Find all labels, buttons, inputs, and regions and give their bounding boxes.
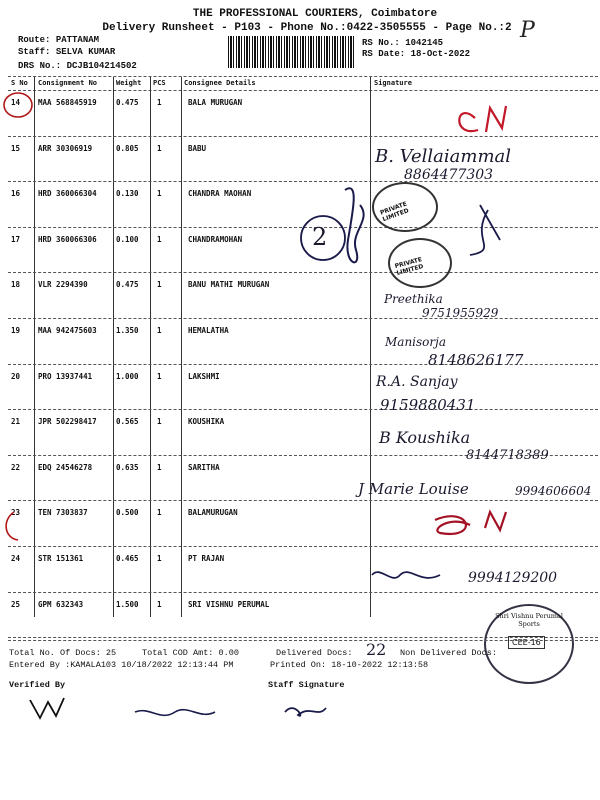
row-consignee: BABU xyxy=(188,143,207,153)
signature-row23 xyxy=(435,512,506,534)
rs-no-value: 1042145 xyxy=(405,38,444,48)
row-pcs: 1 xyxy=(157,234,162,244)
row-pcs: 1 xyxy=(157,326,162,335)
row-weight: 1.000 xyxy=(116,371,139,381)
row-sno: 16 xyxy=(11,189,21,199)
row-pcs: 1 xyxy=(157,371,162,381)
verified-signature xyxy=(30,698,64,718)
row22-signature: J Marie Louise xyxy=(358,480,469,498)
row-consignee: KOUSHIKA xyxy=(188,417,225,427)
row-pcs: 1 xyxy=(157,417,162,427)
row-weight: 0.475 xyxy=(116,98,139,107)
circle-mark-row14 xyxy=(4,93,32,117)
row-consignment-no: VLR 2294390 xyxy=(38,280,88,290)
row-consignee: LAKSHMI xyxy=(188,371,220,381)
staff-signature-label: Staff Signature xyxy=(268,680,345,690)
row15-signature-name: B. Vellaiammal xyxy=(375,146,512,167)
row18-signature-name: Preethika xyxy=(384,292,443,306)
staff-label: Staff: xyxy=(18,47,51,57)
row-consignment-no: GPM 632343 xyxy=(38,599,84,609)
footer-rule xyxy=(8,640,598,641)
col-consignment: Consignment No xyxy=(38,79,98,87)
col-sno: S No xyxy=(11,79,28,87)
row-weight: 0.100 xyxy=(116,234,139,244)
row-weight: 0.500 xyxy=(116,508,139,518)
drs-value: DCJB104214502 xyxy=(66,61,137,71)
company-stamp-1 xyxy=(372,182,438,232)
stamp-1-text: PRIVATE LIMITED xyxy=(379,200,410,224)
row15-signature-phone: 8864477303 xyxy=(404,167,494,183)
row-consignee: SRI VISHNU PERUMAL xyxy=(188,599,270,609)
printed-on: Printed On: 18-10-2022 12:13:58 xyxy=(270,660,429,670)
row-consignment-no: JPR 502298417 xyxy=(38,417,97,427)
row-pcs: 1 xyxy=(157,98,162,107)
delivered-docs-value: 22 xyxy=(366,640,387,659)
row-pcs: 1 xyxy=(157,554,162,563)
col-consignee: Consignee Details xyxy=(184,79,256,87)
shop-stamp-name: Shri Vishnu Perumal Sports xyxy=(495,612,563,628)
shop-stamp xyxy=(484,604,574,684)
row-sno: 24 xyxy=(11,554,21,563)
row-consignment-no: HRD 360066306 xyxy=(38,234,97,244)
col-weight: Weight xyxy=(116,79,142,87)
row19-signature-name: Manisorja xyxy=(385,335,447,349)
row-weight: 0.130 xyxy=(116,189,139,199)
row-sno: 18 xyxy=(11,280,21,290)
row-weight: 0.805 xyxy=(116,143,139,153)
rs-date-label: RS Date: xyxy=(362,49,406,59)
row-consignee: BALAMURUGAN xyxy=(188,508,238,518)
row-consignee: CHANDRA MAOHAN xyxy=(188,189,252,199)
row-pcs: 1 xyxy=(157,599,162,609)
row20-signature-name: R.A. Sanjay xyxy=(376,374,458,390)
row-consignee: SARITHA xyxy=(188,462,220,472)
row-consignment-no: MAA 568845919 xyxy=(38,98,97,107)
row-pcs: 1 xyxy=(157,189,162,199)
row-weight: 0.465 xyxy=(116,554,139,563)
row-sno: 21 xyxy=(11,417,21,427)
circle-mark-row23 xyxy=(6,512,18,540)
total-docs: Total No. Of Docs: 25 xyxy=(9,648,117,658)
row-consignment-no: EDQ 24546278 xyxy=(38,462,93,472)
total-cod: Total COD Amt: 0.00 xyxy=(142,648,239,658)
route-label: Route: xyxy=(18,35,51,45)
verified-by-label: Verified By xyxy=(9,680,66,690)
row-consignment-no: ARR 30306919 xyxy=(38,143,93,153)
row-weight: 0.475 xyxy=(116,280,139,290)
row18-signature-phone: 9751955929 xyxy=(422,306,499,320)
row-weight: 1.350 xyxy=(116,326,139,335)
company-stamp-2 xyxy=(388,238,452,288)
delivered-docs-label: Delivered Docs: xyxy=(276,648,353,658)
row19-signature-phone: 8148626177 xyxy=(428,351,524,369)
runsheet-subtitle: Delivery Runsheet - P103 - Phone No.:0422-3505555 - Page No.:2 xyxy=(102,22,512,34)
row-sno: 17 xyxy=(11,234,21,244)
row-consignee: PT RAJAN xyxy=(188,554,225,563)
row-pcs: 1 xyxy=(157,280,162,290)
drs-label: DRS No.: xyxy=(18,61,62,71)
row-consignee: HEMALATHA xyxy=(188,326,229,335)
shop-stamp-code: CEE-16 xyxy=(508,636,545,649)
rs-date-value: 18-Oct-2022 xyxy=(410,49,471,59)
row-consignment-no: MAA 942475603 xyxy=(38,326,97,335)
verified-signature-2 xyxy=(135,710,215,716)
row-pcs: 1 xyxy=(157,143,162,153)
row21-signature-name: B Koushika xyxy=(379,428,471,447)
row-sno: 14 xyxy=(11,98,21,107)
row-sno: 23 xyxy=(11,508,21,518)
staff-value: SELVA KUMAR xyxy=(55,47,116,57)
row-consignment-no: STR 151361 xyxy=(38,554,84,563)
row-weight: 0.635 xyxy=(116,462,139,472)
row-weight: 0.565 xyxy=(116,417,139,427)
page-mark-handwritten: P xyxy=(520,18,535,43)
row-sno: 20 xyxy=(11,371,21,381)
row22-signature-phone: 9994606604 xyxy=(515,484,592,498)
signature-row17 xyxy=(470,205,500,255)
row-consignment-no: PRO 13937441 xyxy=(38,371,93,381)
row-weight: 1.500 xyxy=(116,599,139,609)
row-pcs: 1 xyxy=(157,508,162,518)
col-pcs: PCS xyxy=(153,79,166,87)
row24-signature-phone: 9994129200 xyxy=(468,570,558,586)
row-consignment-no: HRD 360066304 xyxy=(38,189,97,199)
signature-row14 xyxy=(459,106,506,132)
rs-no-label: RS No.: xyxy=(362,38,400,48)
non-delivered-docs-label: Non Delivered Docs: xyxy=(400,648,497,658)
row-sno: 25 xyxy=(11,599,21,609)
signature-row16 xyxy=(345,188,364,262)
circled-two: 2 xyxy=(312,223,328,251)
row-consignee: CHANDRAMOHAN xyxy=(188,234,243,244)
staff-signature-mark xyxy=(285,708,326,716)
row-consignment-no: TEN 7303837 xyxy=(38,508,88,518)
entered-by: Entered By :KAMALA103 10/18/2022 12:13:44 PM xyxy=(9,660,234,670)
row20-signature-phone: 9159880431 xyxy=(380,396,476,414)
row-sno: 22 xyxy=(11,462,21,472)
signature-row24 xyxy=(372,572,440,578)
route-value: PATTANAM xyxy=(55,35,100,45)
row-sno: 19 xyxy=(11,326,21,335)
stamp-2-text: PRIVATE LIMITED xyxy=(394,256,425,277)
company-title: THE PROFESSIONAL COURIERS, Coimbatore xyxy=(192,8,438,20)
row-pcs: 1 xyxy=(157,462,162,472)
row21-signature-phone: 8144718389 xyxy=(466,448,549,463)
row-consignee: BANU MATHI MURUGAN xyxy=(188,280,270,290)
row-consignee: BALA MURUGAN xyxy=(188,98,243,107)
row-sno: 15 xyxy=(11,143,21,153)
col-signature: Signature xyxy=(374,79,412,87)
